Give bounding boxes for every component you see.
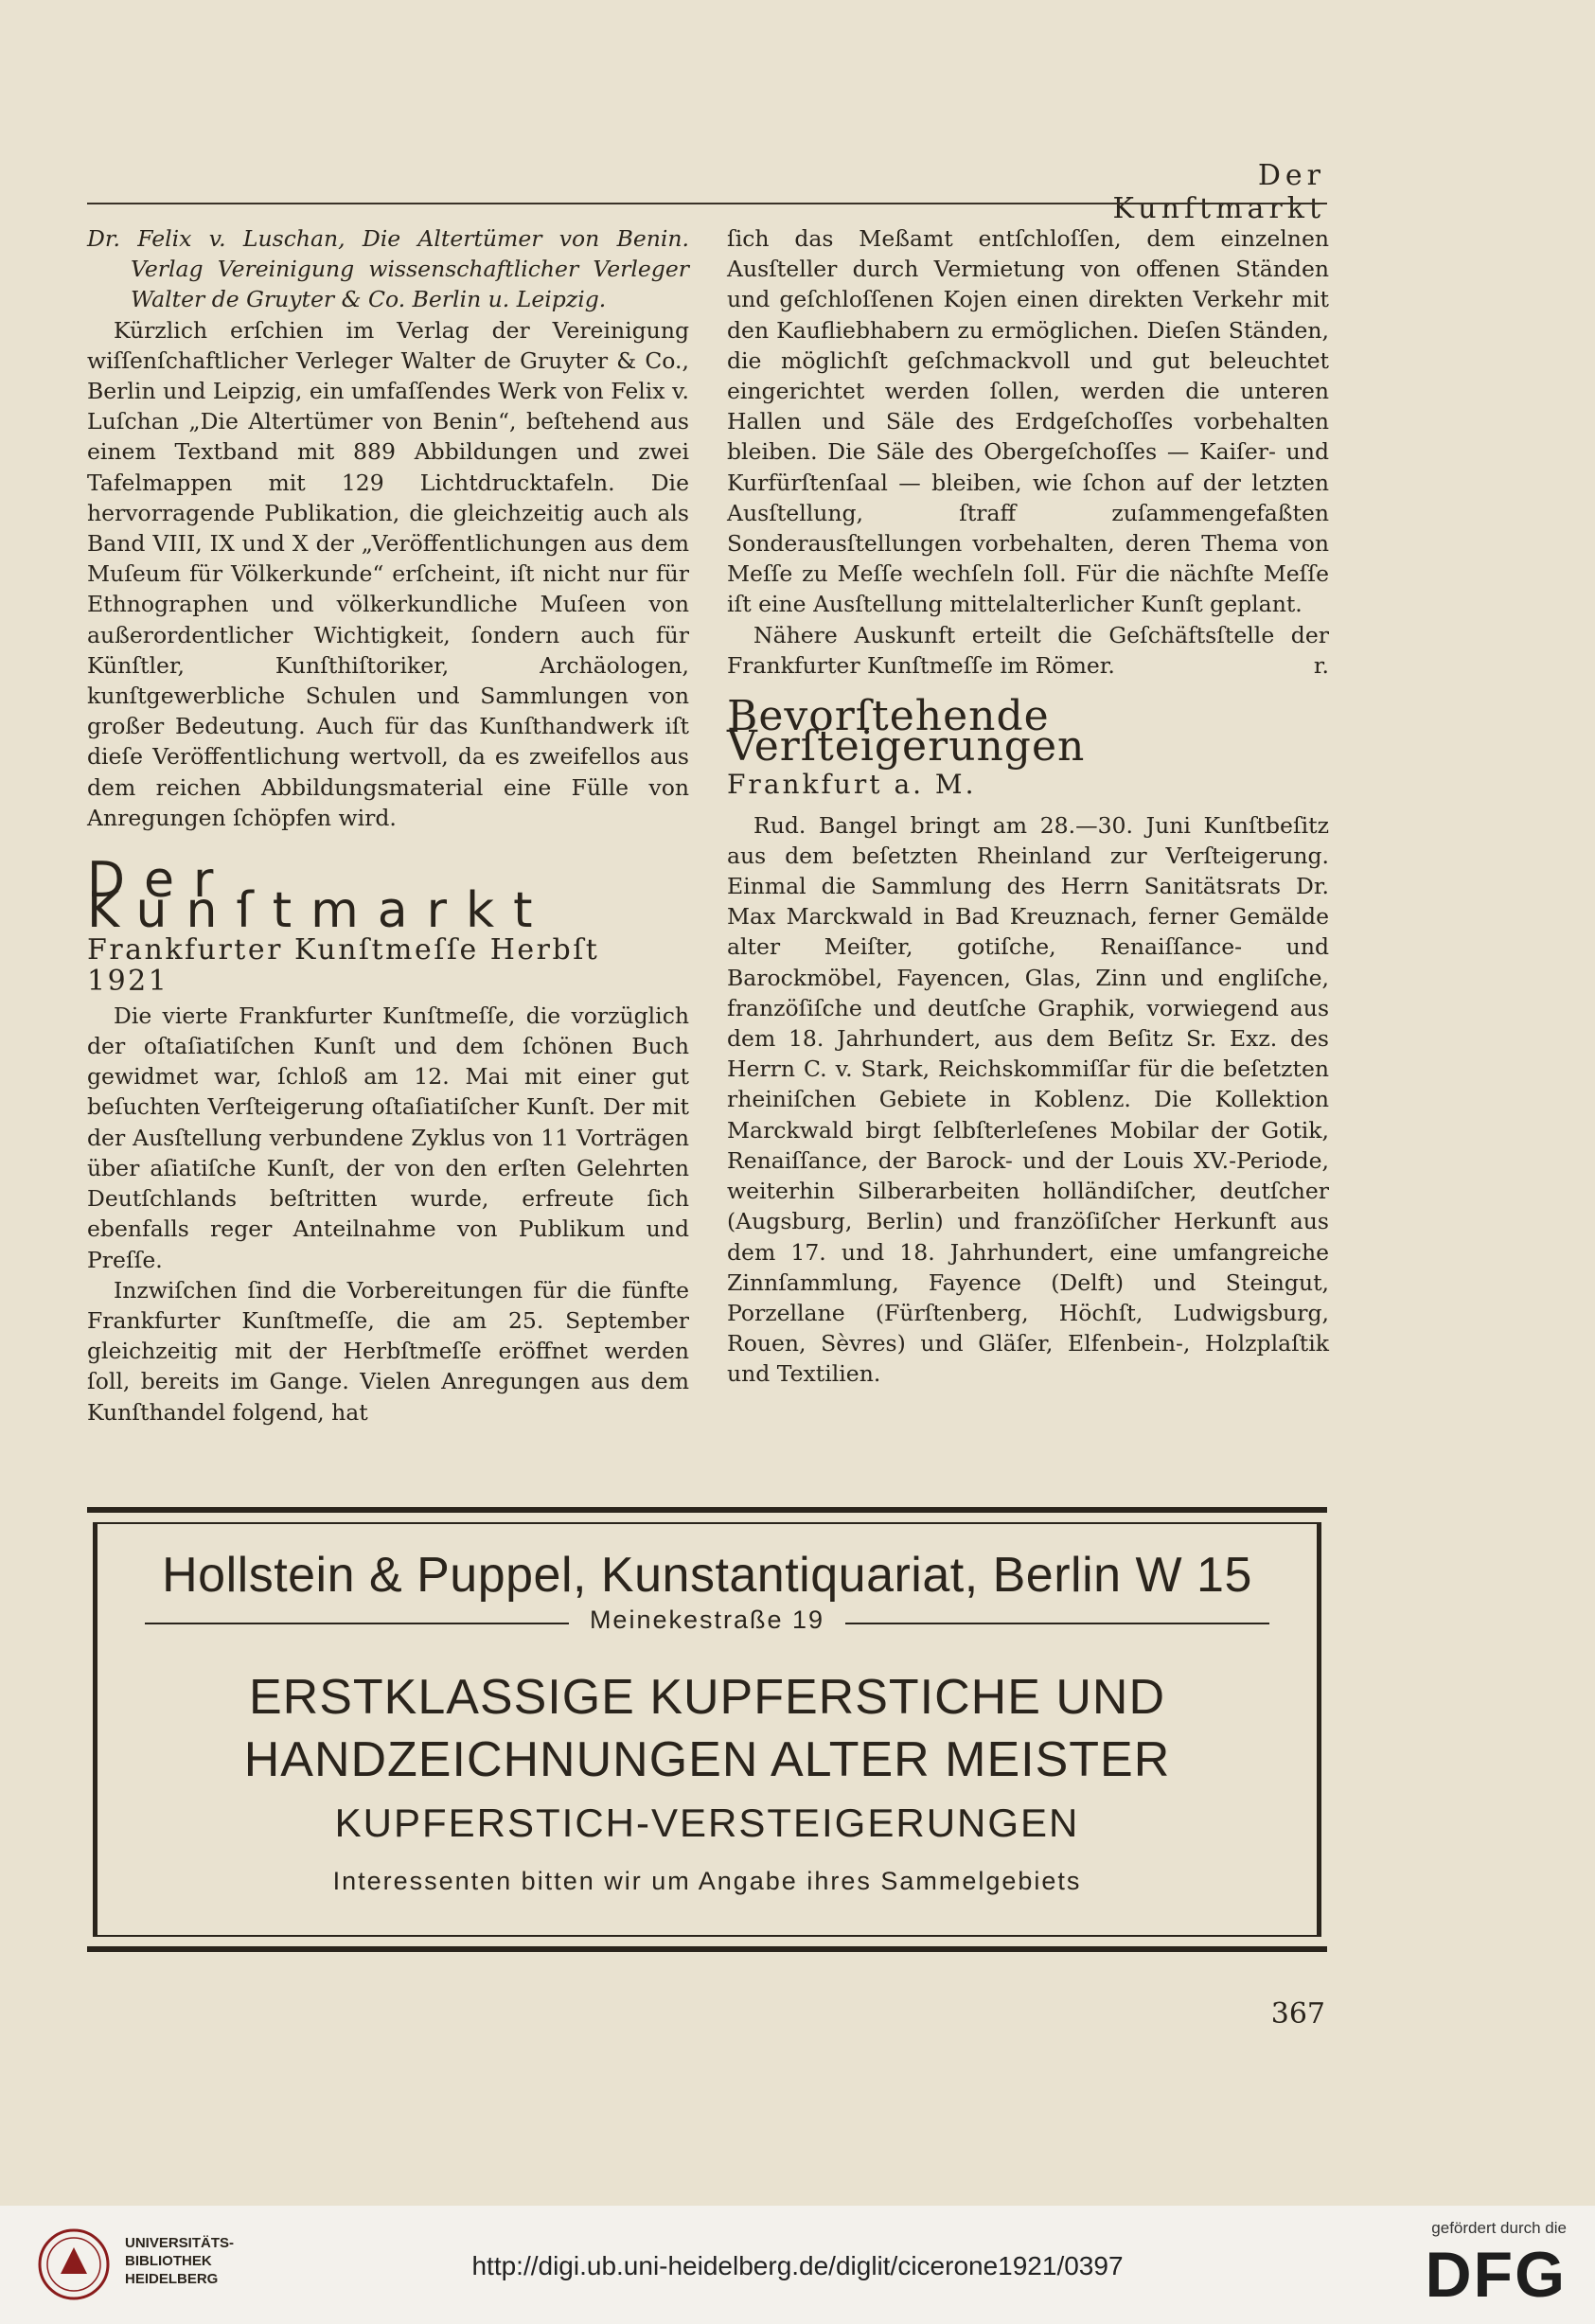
header-rule <box>87 203 1327 204</box>
subheading-kunstmesse: Frankfurter Kunſtmeſſe Herbſt 1921 <box>87 933 600 998</box>
paragraph: ſich das Meßamt entſchloſſen, dem einzelnen Ausſteller durch Vermietung von offenen Ständen und geſchloſſenen Kojen einen direkten Verkehr mit den Kaufliebhabern zu ermöglichen. Dieſen Ständen, die möglichſt geſchmackvoll und gut beleuchtet eingerichtet werden ſollen, werden die unteren Hallen und Säle des Erdgeſchoſſes vorbehalten bleiben. Die Säle des Obergeſchoſſes — Kaiſer- und Kurfürſtenſaal — bleiben, wie ſchon auf der letzten Ausſtellung, ſtraff zuſammengefaßten Sonderausſtellungen vorbehalten, deren Thema von Meſſe zu Meſſe wechſeln ſoll. Für die nächſte Meſſe iſt eine Ausſtellung mittelalterlicher Kunſt geplant. <box>727 225 1329 618</box>
library-name-line: UNIVERSITÄTS- <box>125 2235 235 2251</box>
ad-street-text: Meinekestraße 19 <box>569 1606 845 1634</box>
book-reference: Dr. Felix v. Luschan, Die Altertümer von Benin. Verlag Vereinigung wissenschaftlicher Verleger Walter de Gruyter & Co. Berlin u. Leipzig. <box>87 225 689 313</box>
ad-headline-line-2: HANDZEICHNUNGEN ALTER MEISTER <box>243 1732 1171 1787</box>
ad-headline-line-1: ERSTKLASSIGE KUPFERSTICHE UND <box>248 1670 1166 1725</box>
ad-firm-name: Hollstein & Puppel, Kunstantiquariat, Berlin W 15 <box>162 1548 1252 1603</box>
library-name-line: BIBLIOTHEK <box>125 2253 212 2269</box>
source-url[interactable]: http://digi.ub.uni-heidelberg.de/diglit/cicerone1921/0397 <box>471 2251 1124 2280</box>
page-number: 367 <box>1270 1997 1325 2031</box>
ad-subheadline: KUPFERSTICH-VERSTEIGERUNGEN <box>334 1801 1080 1845</box>
section-heading-versteigerungen: Bevorſtehende Verſteigerungen <box>727 692 1086 772</box>
paragraph: Rud. Bangel bringt am 28.—30. Juni Kunſtbeſitz aus dem beſetzten Rheinland zur Verſteigerung. Einmal die Sammlung des Herrn Sanitätsrats Dr. Max Marckwald in Bad Kreuznach, ferner Gemälde alter Meiſter, gotiſche, Renaiſſance- und Barockmöbel, Fayencen, Glas, Zinn und engliſche, franzöſiſche und deutſche Graphik, vorwiegend aus dem 18. Jahrhundert, aus dem Beſitz Sr. Exz. des Herrn C. v. Stark, Reichskommiſſar für die beſetzten rheiniſchen Gebiete in Koblenz. Die Kollektion Marckwald birgt ſelbſterleſenes Mobilar der Gotik, Renaiſſance, der Barock- und der Louis XV.-Periode, weiterhin Silberarbeiten holländiſcher, deutſcher (Augsburg, Berlin) und franzöſiſcher Herkunft aus dem 17. und 18. Jahrhundert, eine umfangreiche Zinnſammlung, Fayence (Delft) und Steingut, Porzellane (Fürſtenberg, Höchſt, Ludwigsburg, Rouen, Sèvres) und Gläſer, Elfenbein-, Holzplaſtik und Textilien. <box>727 811 1329 1388</box>
ad-headline <box>97 1666 1317 1791</box>
footer-bar <box>0 2206 1595 2324</box>
advertisement-frame <box>93 1522 1321 1937</box>
paragraph-text: Nähere Auskunft erteilt die Geſchäftsſtelle der Frankfurter Kunſtmeſſe im Römer. <box>727 621 1329 679</box>
author-sign: r. <box>1313 651 1329 679</box>
library-name-line: HEIDELBERG <box>125 2271 219 2287</box>
dfg-logo: DFG <box>1425 2239 1567 2311</box>
section-heading-kunstmarkt: Der Kunſtmarkt <box>87 852 552 940</box>
paragraph: Inzwiſchen ſind die Vorbereitungen für die fünfte Frankfurter Kunſtmeſſe, die am 25. September gleichzeitig mit der Herbſtmeſſe eröffnet werden ſoll, bereits im Gange. Vielen Anregungen aus dem Kunſthandel folgend, hat <box>87 1276 689 1426</box>
advertisement <box>87 1507 1327 1952</box>
running-head: Der Kunſtmarkt <box>1112 159 1325 225</box>
ad-note: Interessenten bitten wir um Angabe ihres Sammelgebiets <box>332 1867 1082 1895</box>
right-column <box>727 223 1329 1390</box>
paragraph: Die vierte Frankfurter Kunſtmeſſe, die vorzüglich der oſtaſiatiſchen Kunſt und dem ſchönen Buch gewidmet war, ſchloß am 12. Mai mit einer gut beſuchten Verſteigerung oſtaſiatiſcher Kunſt. Der mit der Ausſtellung verbundene Zyklus von 11 Vorträgen über aſiatiſche Kunſt, der von den erſten Gelehrten Deutſchlands beſtritten wurde, erfreute ſich ebenfalls reger Anteilnahme von Publikum und Preſſe. <box>87 1002 689 1273</box>
left-column <box>87 223 689 1428</box>
place-heading: Frankfurt a. M. <box>727 769 977 801</box>
paragraph-with-sign <box>727 620 1329 681</box>
ad-address <box>97 1606 1317 1635</box>
paragraph: Kürzlich erſchien im Verlag der Vereinigung wiſſenſchaftlicher Verleger Walter de Gruyter & Co., Berlin und Leipzig, ein umfaſſendes Werk von Felix v. Luſchan „Die Altertümer von Benin“, beſtehend aus einem Textband mit 889 Abbildungen und zwei Tafelmappen mit 129 Lichtdrucktafeln. Die hervorragende Publikation, die gleichzeitig auch als Band VIII, IX und X der „Veröffentlichungen aus dem Muſeum für Völkerkunde“ erſcheint, iſt nicht nur für Ethnographen und völkerkundliche Muſeen von außerordentlicher Wichtigkeit, ſondern auch für Künſtler, Kunſthiſtoriker, Archäologen, kunſtgewerbliche Schulen und Sammlungen von großer Bedeutung. Auch für das Kunſthandwerk iſt dieſe Veröffentlichung wertvoll, da es zweifellos aus dem reichen Abbildungsmaterial eine Fülle von Anregungen ſchöpfen wird. <box>87 316 689 831</box>
funding-note: gefördert durch die <box>1431 2219 1567 2237</box>
